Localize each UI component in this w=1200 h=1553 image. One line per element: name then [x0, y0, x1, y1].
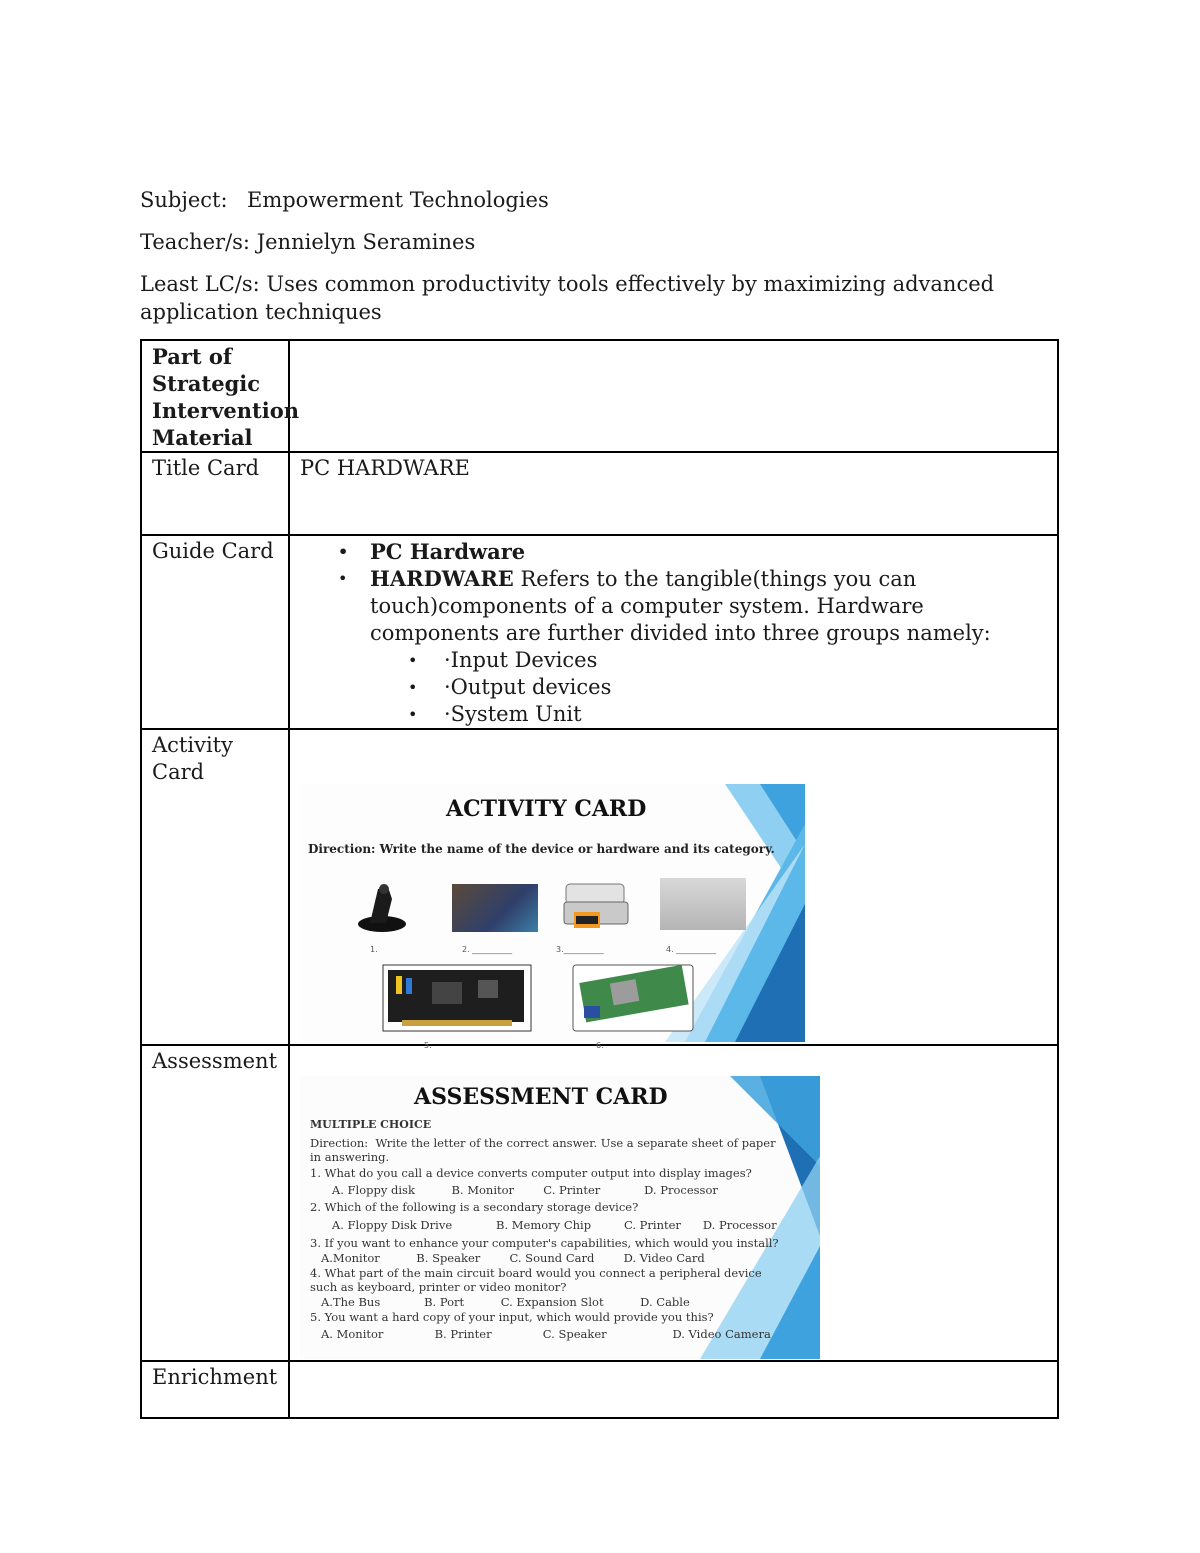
title-card-label-cell	[141, 452, 289, 535]
table-row	[141, 1045, 1058, 1361]
caption-4: 4. __________	[666, 945, 717, 954]
teacher-line	[140, 228, 475, 256]
assessment-line: A.The Bus B. Port C. Expansion Slot D. Cable	[310, 1295, 690, 1309]
assessment-line: 4. What part of the main circuit board would you connect a peripheral device	[310, 1266, 762, 1280]
enrichment-value-cell	[289, 1361, 1058, 1418]
least-lcs-line	[140, 270, 1040, 326]
table-row	[141, 535, 1058, 729]
group-item: • ·System Unit	[444, 701, 1057, 728]
activity-direction: Direction: Write the name of the device or hardware and its category.	[308, 842, 775, 856]
subject-label: Subject:	[140, 188, 228, 212]
joystick-photo	[352, 879, 422, 934]
activity-card-label: Activity Card	[152, 733, 233, 784]
assessment-label-cell	[141, 1045, 289, 1361]
activity-card-label-cell	[141, 729, 289, 1045]
caption-2: 2. __________	[462, 945, 513, 954]
guide-list	[290, 538, 1057, 728]
device-photo-4	[660, 878, 746, 930]
guide-item-hardware	[370, 565, 1057, 728]
title-card-value: PC HARDWARE	[300, 456, 470, 480]
printer-photo	[562, 880, 632, 936]
assessment-card-image	[300, 1076, 820, 1359]
device-photo-2	[452, 884, 538, 932]
assessment-line: A. Floppy disk B. Monitor C. Printer D. Processor	[310, 1183, 718, 1197]
guide-card-label: Guide Card	[152, 539, 274, 563]
assessment-label: Assessment	[152, 1049, 278, 1073]
hardware-term: HARDWARE	[370, 566, 514, 591]
table-row	[141, 452, 1058, 535]
teacher-label: Teacher/s:	[140, 230, 251, 254]
title-card-value-cell	[289, 452, 1058, 535]
hardware-definition: Refers to the tangible(things you can touch)components of a computer system. Hardware components are further divided into three groups namely:	[370, 567, 991, 645]
subject-line	[140, 186, 549, 214]
assessment-image-cell	[289, 1045, 1058, 1361]
assessment-title: ASSESSMENT CARD	[414, 1084, 668, 1110]
assessment-line: A.Monitor B. Speaker C. Sound Card D. Video Card	[310, 1251, 705, 1265]
group-item: • ·Input Devices	[444, 647, 1057, 674]
assessment-line: 1. What do you call a device converts computer output into display images?	[310, 1166, 752, 1180]
assessment-line: 3. If you want to enhance your computer's capabilities, which would you install?	[310, 1236, 779, 1250]
lcs-label: Least LC/s:	[140, 272, 260, 296]
caption-3: 3.__________	[556, 945, 604, 954]
table-row	[141, 340, 1058, 452]
enrichment-label-cell	[141, 1361, 289, 1418]
title-card-label: Title Card	[152, 456, 260, 480]
caption-1: 1.	[370, 945, 378, 954]
guide-item-pc-hardware: • PC Hardware	[370, 538, 1057, 565]
activity-card-image-cell	[289, 729, 1058, 1050]
activity-title: ACTIVITY CARD	[446, 796, 647, 822]
assessment-line: in answering.	[310, 1150, 390, 1164]
caption-6: 6.	[596, 1041, 604, 1050]
sound-card-photo	[382, 964, 532, 1032]
assessment-line: A. Floppy Disk Drive B. Memory Chip C. Printer D. Processor	[310, 1218, 777, 1232]
lcs-value: Uses common productivity tools effectively by maximizing advanced application techniques	[140, 272, 995, 324]
video-card-photo	[572, 964, 694, 1032]
table-row	[141, 1361, 1058, 1418]
header-value-cell	[289, 340, 1058, 452]
caption-5: 5.	[424, 1041, 432, 1050]
guide-card-content-cell	[289, 535, 1058, 729]
sim-table	[140, 339, 1059, 1419]
assessment-line: MULTIPLE CHOICE	[310, 1118, 432, 1131]
group-item: • ·Output devices	[444, 674, 1057, 701]
assessment-line: 5. You want a hard copy of your input, which would provide you this?	[310, 1310, 714, 1324]
enrichment-label: Enrichment	[152, 1365, 278, 1389]
teacher-value: Jennielyn Seramines	[256, 230, 476, 254]
activity-card-image	[300, 784, 805, 1050]
header-label: Part of Strategic Intervention Material	[152, 344, 299, 450]
hardware-groups-list	[370, 647, 1057, 728]
assessment-line: Direction: Write the letter of the correct answer. Use a separate sheet of paper	[310, 1136, 776, 1150]
header-cell	[141, 340, 299, 452]
guide-card-label-cell	[141, 535, 289, 729]
table-row	[141, 729, 1058, 1045]
subject-value: Empowerment Technologies	[247, 188, 549, 212]
assessment-line: 2. Which of the following is a secondary storage device?	[310, 1200, 639, 1214]
assessment-line: such as keyboard, printer or video monitor?	[310, 1280, 567, 1294]
assessment-line: A. Monitor B. Printer C. Speaker D. Video Camera	[310, 1327, 771, 1341]
